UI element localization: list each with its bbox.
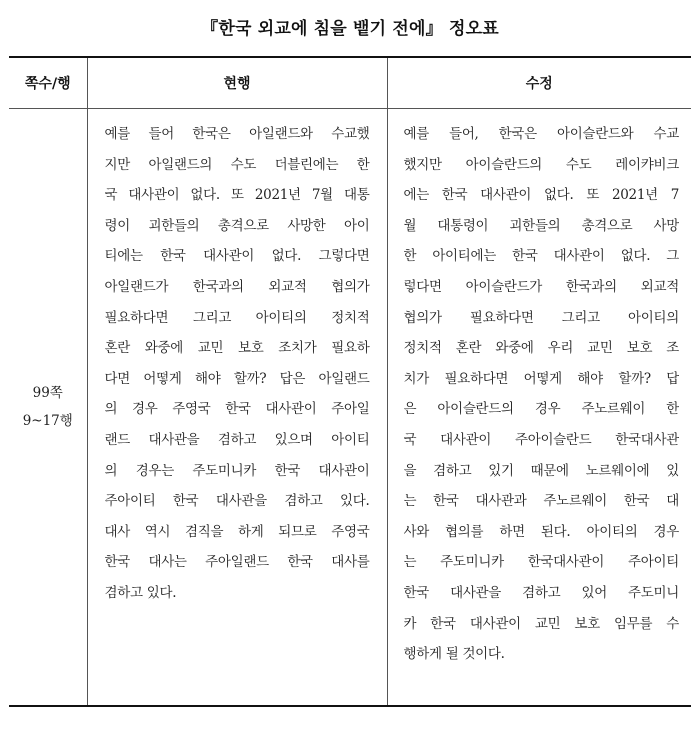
current-text-line: 의 경우 주영국 한국 대사관이 주아일: [104, 401, 370, 418]
revised-text-line: 는 한국 대사관과 주노르웨이 한국 대: [403, 493, 679, 510]
revised-text-line: 정치적 혼란 와중에 우리 교민 보호 조: [403, 340, 679, 357]
errata-header-row: [9, 57, 691, 109]
current-text: [88, 109, 387, 705]
revised-text-line: 렇다면 아이슬란드가 한국과의 외교적: [403, 278, 679, 295]
current-text-line: 예를 들어 한국은 아일랜드와 수교했: [104, 126, 370, 142]
location-cell: [9, 109, 87, 707]
current-text-line: 아일랜드가 한국과의 외교적 협의가: [104, 278, 370, 295]
current-text-line: 령이 괴한들의 총격으로 사망한 아이: [104, 217, 370, 234]
header-current: 현행: [87, 57, 387, 109]
revised-text-line: 사와 협의를 하면 된다. 아이티의 경우: [403, 523, 679, 540]
current-text-line: 지만 아일랜드의 수도 더블린에는 한: [104, 156, 370, 173]
revised-text-line: 치가 필요하다면 어떻게 해야 할까? 답: [403, 370, 679, 387]
current-text-line: 주아이티 한국 대사관을 겸하고 있다.: [104, 493, 370, 510]
revised-text-line: 월 대통령이 괴한들의 총격으로 사망: [403, 217, 679, 234]
current-text-line: 티에는 한국 대사관이 없다. 그렇다면: [104, 248, 370, 265]
location-page: 99쪽: [32, 385, 63, 401]
revised-text-line: 는 주도미니카 한국대사관이 주아이티: [403, 554, 679, 571]
current-text-line: 랜드 대사관을 겸하고 있으며 아이티: [104, 431, 370, 448]
revised-text-line: 했지만 아이슬란드의 수도 레이캬비크: [403, 156, 679, 173]
revised-text-line: 국 대사관이 주아이슬란드 한국대사관: [403, 431, 679, 448]
header-revised: 수정: [387, 57, 691, 109]
revised-text-line: 은 아이슬란드의 경우 주노르웨이 한: [403, 401, 679, 418]
location-lines: 9~17행: [22, 413, 73, 429]
current-text-line: 혼란 와중에 교민 보호 조치가 필요하: [104, 340, 370, 357]
revised-text-line: 에는 한국 대사관이 없다. 또 2021년 7: [403, 187, 679, 204]
revised-text-line: 을 겸하고 있기 때문에 노르웨이에 있: [403, 462, 679, 479]
revised-text-line: 카 한국 대사관이 교민 보호 임무를 수: [403, 615, 679, 632]
header-page-line: 쪽수/행: [9, 57, 87, 109]
revised-text-line: 예를 들어, 한국은 아이슬란드와 수교: [403, 126, 679, 142]
document-title: 『한국 외교에 침을 뱉기 전에』 정오표: [201, 19, 499, 39]
revised-text-line: 협의가 필요하다면 그리고 아이티의: [403, 309, 679, 326]
current-text-line: 필요하다면 그리고 아이티의 정치적: [104, 309, 370, 326]
current-text-line: 겸하고 있다.: [104, 584, 177, 601]
revised-text-line: 한 아이티에는 한국 대사관이 없다. 그: [403, 248, 679, 265]
current-text-line: 국 대사관이 없다. 또 2021년 7월 대통: [104, 187, 370, 204]
current-text-line: 의 경우는 주도미니카 한국 대사관이: [104, 462, 370, 479]
errata-table: [9, 56, 691, 707]
revised-text-line: 행하게 될 것이다.: [403, 646, 505, 663]
revised-text-line: 한국 대사관을 겸하고 있어 주도미니: [403, 584, 679, 601]
revised-text: [388, 109, 692, 705]
current-text-line: 한국 대사는 주아일랜드 한국 대사를: [104, 554, 370, 571]
revised-text-cell: [387, 109, 691, 707]
current-text-line: 대사 역시 겸직을 하게 되므로 주영국: [104, 523, 370, 540]
current-text-cell: [87, 109, 387, 707]
current-text-line: 다면 어떻게 해야 할까? 답은 아일랜드: [104, 370, 370, 387]
errata-row: [9, 109, 691, 707]
